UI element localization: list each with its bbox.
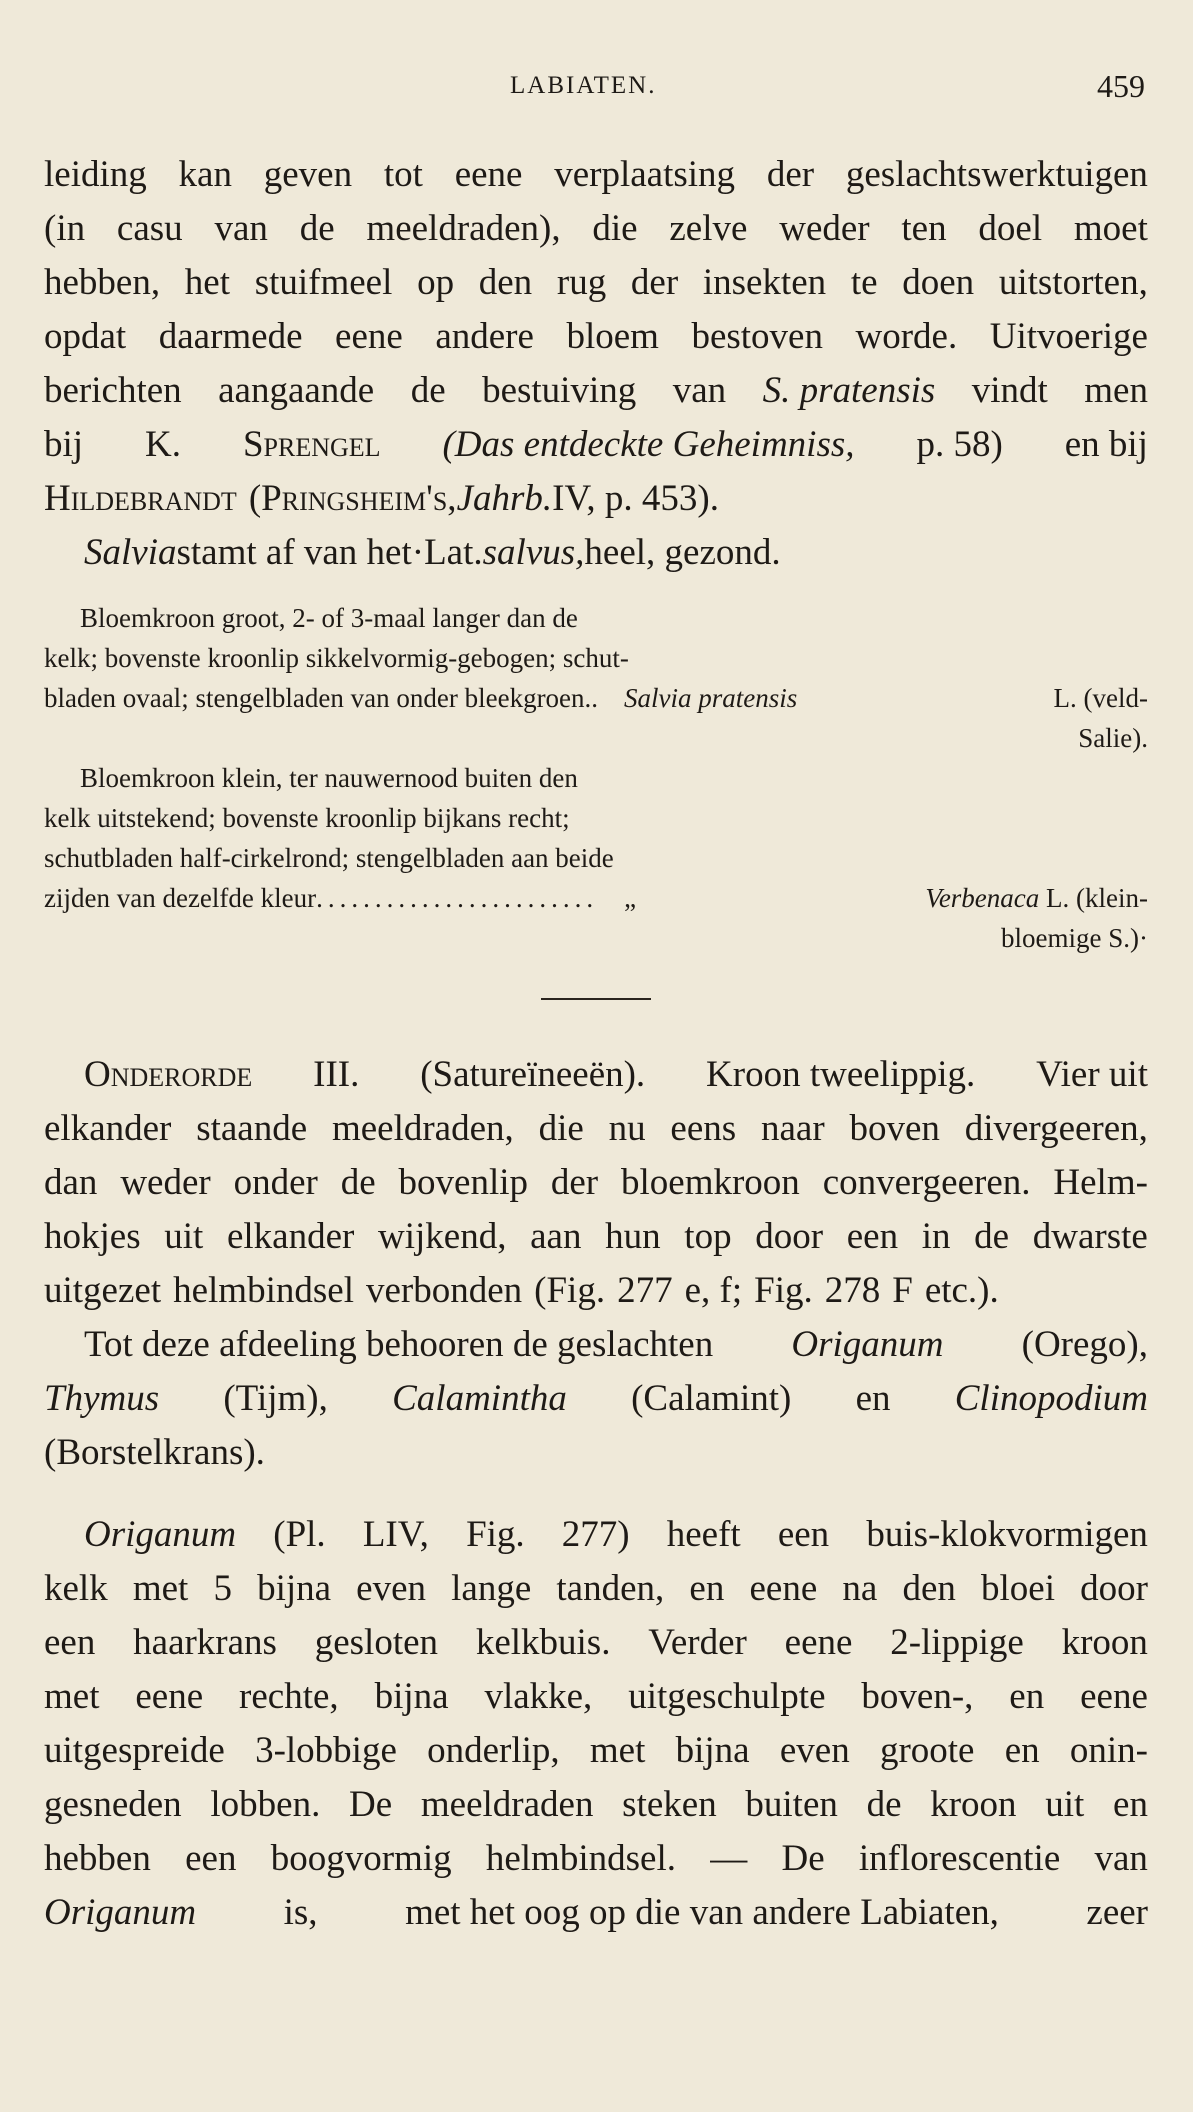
page-reference: p. 58) (916, 424, 1003, 465)
text-line (44, 1562, 1148, 1616)
word: bovenlip (398, 1162, 528, 1203)
word: (in (44, 208, 86, 249)
text-line (44, 1724, 1148, 1778)
key-line (44, 718, 1148, 758)
word: buis-klokvormigen (866, 1514, 1148, 1555)
word: bijna (675, 1730, 750, 1771)
word: even (356, 1568, 427, 1609)
word: der (550, 1162, 599, 1203)
word: eene (784, 1622, 853, 1663)
word: hebben (44, 1838, 151, 1879)
word: F (892, 1270, 913, 1311)
word: te (850, 262, 878, 303)
word: leiding (44, 154, 147, 195)
text-line (44, 256, 1148, 310)
common-name: (Calamint) (631, 1378, 792, 1419)
word: helmbindsel. (485, 1838, 676, 1879)
text-line (44, 472, 1148, 526)
word: weder (779, 208, 870, 249)
word: (Pl. (273, 1514, 326, 1555)
word: Fig. (754, 1270, 813, 1311)
word: die (592, 208, 638, 249)
word: bestoven (691, 316, 823, 357)
word: naar (760, 1108, 825, 1149)
word: boogvormig (270, 1838, 452, 1879)
word: e, f; (684, 1270, 743, 1311)
word: — (710, 1838, 748, 1879)
word: opdat (44, 316, 127, 357)
text: met het oog op die van andere Labiaten, (405, 1892, 999, 1933)
word: eene (335, 316, 403, 357)
word: en (1004, 1730, 1040, 1771)
word: en (689, 1568, 725, 1609)
word: moet (1073, 208, 1148, 249)
word: een (777, 1514, 830, 1555)
word: en (855, 1378, 891, 1419)
word: verbonden (365, 1270, 523, 1311)
word: in (921, 1216, 951, 1257)
word: uitgespreide (44, 1730, 225, 1771)
text-line (44, 1264, 1148, 1318)
word: meeldraden (420, 1784, 594, 1825)
word: en bij (1064, 424, 1148, 465)
word: van (672, 370, 727, 411)
word: hokjes (44, 1216, 141, 1257)
word: van (1094, 1838, 1148, 1879)
word: door (1080, 1568, 1148, 1609)
word: met (44, 1676, 100, 1717)
text-line (44, 1670, 1148, 1724)
genus-name: Clinopodium (954, 1378, 1148, 1419)
word: ten (901, 208, 947, 249)
word: dwarste (1032, 1216, 1148, 1257)
word: doen (902, 262, 975, 303)
word: uitgeschulpte (628, 1676, 826, 1717)
word: kroon (1061, 1622, 1148, 1663)
common-name: (Orego), (1021, 1324, 1148, 1365)
word: bijna (257, 1568, 332, 1609)
page-body (44, 148, 1148, 1940)
word: LIV, (362, 1514, 429, 1555)
word: Uitvoerige (989, 316, 1148, 357)
word: men (1084, 370, 1148, 411)
word: lange (451, 1568, 532, 1609)
genus-name: Calamintha (392, 1378, 567, 1419)
word: de (299, 208, 335, 249)
word: zeer (1086, 1892, 1148, 1933)
word: kelkbuis. (475, 1622, 611, 1663)
word: helmbindsel (173, 1270, 354, 1311)
word: nu (608, 1108, 646, 1149)
genus-name: Thymus (44, 1378, 160, 1419)
key-text: Bloemkroon groot, 2- of 3-maal langer dan de (80, 603, 578, 633)
word: bloei (981, 1568, 1055, 1609)
paragraph-genera (44, 1318, 1148, 1480)
key-line (44, 678, 1148, 718)
identification-key (44, 598, 1148, 958)
word: meeldraden, (331, 1108, 514, 1149)
word: stuifmeel (254, 262, 393, 303)
word: hebben, (44, 262, 161, 303)
word: divergeeren, (964, 1108, 1148, 1149)
word: een (44, 1622, 96, 1663)
word: aan (530, 1216, 582, 1257)
word: kelk (44, 1568, 108, 1609)
word: gesneden (44, 1784, 182, 1825)
word: kroon (930, 1784, 1017, 1825)
word: uitgezet (44, 1270, 162, 1311)
text-line (44, 1508, 1148, 1562)
common-name: (Borstelkrans). (44, 1432, 265, 1473)
authority: L. (klein- (1046, 883, 1148, 913)
word: bloem (566, 316, 659, 357)
genus-name: Origanum (44, 1892, 197, 1933)
text-line (44, 202, 1148, 256)
text-line (44, 1426, 1148, 1480)
word: boven (849, 1108, 940, 1149)
journal-title: Jahrb. (456, 478, 553, 519)
author-name: Hildebrandt (44, 478, 237, 519)
word: tot (383, 154, 423, 195)
genus-name: Origanum (84, 1514, 237, 1555)
word: De (781, 1838, 825, 1879)
text-line (44, 148, 1148, 202)
paragraph-origanum (44, 1508, 1148, 1940)
text: Vier uit (1036, 1054, 1148, 1095)
word: vlakke, (484, 1676, 593, 1717)
species-group (925, 878, 1148, 918)
word: 5 (213, 1568, 232, 1609)
text-line (44, 1886, 1148, 1940)
word: groote (879, 1730, 975, 1771)
section-divider (541, 998, 651, 1000)
key-text: schutbladen half-cirkelrond; stengelbladen aan beide (44, 843, 614, 873)
word: zelve (669, 208, 748, 249)
word: de (974, 1216, 1010, 1257)
author-name: Sprengel (242, 424, 381, 465)
word: bestuiving (482, 370, 637, 411)
text-line (44, 1778, 1148, 1832)
text-line (44, 1616, 1148, 1670)
word: wijkend, (378, 1216, 507, 1257)
word: inflorescentie (858, 1838, 1061, 1879)
paragraph-pollination (44, 148, 1148, 526)
text-line (44, 364, 1148, 418)
key-result (624, 678, 1148, 718)
word: tanden, (556, 1568, 665, 1609)
word: eene (454, 154, 523, 195)
word: geven (263, 154, 353, 195)
key-line (44, 638, 1148, 678)
word: door (755, 1216, 824, 1257)
key-text: zijden van dezelfde kleur (44, 883, 317, 913)
paragraph-suborder (44, 1048, 1148, 1318)
word: eene (749, 1568, 818, 1609)
key-text: kelk; bovenste kroonlip sikkelvormig-gebogen; schut- (44, 643, 629, 673)
page-number: 459 (1097, 68, 1145, 104)
word: kan (178, 154, 232, 195)
key-line (44, 798, 1148, 838)
word: convergeeren. (822, 1162, 1031, 1203)
word: den (478, 262, 533, 303)
word: Helm- (1053, 1162, 1148, 1203)
text-line (44, 1318, 1148, 1372)
text-line (44, 418, 1148, 472)
word: 3-lobbige (255, 1730, 397, 1771)
word: bij (44, 424, 84, 465)
word: weder (120, 1162, 211, 1203)
word: een (846, 1216, 899, 1257)
word: de (340, 1162, 376, 1203)
genus-name: Salvia (84, 532, 177, 573)
word: Fig. (466, 1514, 525, 1555)
word: is, (283, 1892, 318, 1933)
word: bloemkroon (621, 1162, 800, 1203)
word: steken (622, 1784, 717, 1825)
word: op (417, 262, 455, 303)
word: hun (605, 1216, 661, 1257)
word: der (766, 154, 815, 195)
word: der (630, 262, 679, 303)
word: met (589, 1730, 646, 1771)
word: meeldraden), (366, 208, 561, 249)
word: geslachtswerktuigen (845, 154, 1148, 195)
word: andere (435, 316, 534, 357)
word: K. (145, 424, 181, 465)
word: 277) (561, 1514, 630, 1555)
genus-name: Origanum (791, 1324, 944, 1365)
text: stamt af van het·Lat. (176, 532, 483, 573)
text-line (44, 1210, 1148, 1264)
word: boven-, (861, 1676, 974, 1717)
word: eene (135, 1676, 204, 1717)
word: insekten (702, 262, 827, 303)
word: uitstorten, (998, 262, 1148, 303)
key-text: kelk uitstekend; bovenste kroonlip bijkans recht; (44, 803, 570, 833)
text-line (44, 1832, 1148, 1886)
latin-word: salvus, (482, 532, 585, 573)
text: Kroon tweelippig. (706, 1054, 976, 1095)
word: die (538, 1108, 584, 1149)
word: den (902, 1568, 956, 1609)
leader-dots: ........................ (316, 883, 599, 913)
word: elkander (226, 1216, 355, 1257)
word: onderlip, (427, 1730, 560, 1771)
word: etc.). (924, 1270, 999, 1311)
key-result (624, 878, 1148, 918)
word: worde. (855, 316, 958, 357)
word: onin- (1069, 1730, 1148, 1771)
species-name: Salvia pratensis (624, 683, 798, 713)
word: haarkrans (133, 1622, 277, 1663)
word: doel (978, 208, 1043, 249)
word: en (1009, 1676, 1045, 1717)
common-name: Salie). (1078, 723, 1148, 753)
key-line (44, 758, 1148, 798)
text-line (44, 310, 1148, 364)
page-reference: IV, p. 453). (552, 478, 719, 519)
word: elkander (44, 1108, 172, 1149)
word: top (684, 1216, 732, 1257)
word: onder (233, 1162, 318, 1203)
word: (Fig. (534, 1270, 606, 1311)
word: heeft (666, 1514, 741, 1555)
word: 2-lippige (890, 1622, 1024, 1663)
word: 277 (617, 1270, 673, 1311)
text-line (44, 1102, 1148, 1156)
page-header (0, 68, 1193, 116)
key-text-group (44, 878, 598, 918)
running-head: LABIATEN. (510, 72, 657, 99)
paragraph-etymology (44, 526, 1148, 580)
species-name: S. pratensis (762, 370, 936, 411)
key-line (44, 598, 1148, 638)
author-name: (Pringsheim's, (248, 478, 457, 519)
text: heel, gezond. (584, 532, 781, 573)
key-text: bladen ovaal; stengelbladen van onder bleekgroen.. (44, 683, 599, 713)
common-name: bloemige S.)· (1001, 923, 1148, 953)
text: Tot deze afdeeling behooren de geslachten (84, 1324, 714, 1365)
common-name: (Tijm), (223, 1378, 328, 1419)
word: met (132, 1568, 189, 1609)
word: gesloten (314, 1622, 439, 1663)
word: De (349, 1784, 393, 1825)
word: uit (164, 1216, 204, 1257)
word: lobben. (210, 1784, 321, 1825)
word: een (185, 1838, 237, 1879)
word: dan (44, 1162, 98, 1203)
key-line (44, 838, 1148, 878)
word: buiten (745, 1784, 838, 1825)
authority: L. (veld- (1053, 683, 1148, 713)
word: en (1113, 1784, 1148, 1825)
word: aangaande (218, 370, 375, 411)
text-line (44, 1372, 1148, 1426)
word: de (866, 1784, 902, 1825)
word: van (214, 208, 268, 249)
word: rechte, (239, 1676, 339, 1717)
word: casu (116, 208, 183, 249)
key-line (44, 878, 1148, 918)
word: 278 (824, 1270, 881, 1311)
word: uit (1045, 1784, 1085, 1825)
word: even (779, 1730, 850, 1771)
word: daarmede (158, 316, 303, 357)
word: eens (670, 1108, 737, 1149)
suborder-name: (Satureïneeën). (420, 1054, 646, 1095)
word: staande (196, 1108, 308, 1149)
word: vindt (971, 370, 1048, 411)
roman-numeral: III. (313, 1054, 360, 1095)
text-line (44, 1048, 1148, 1102)
word: de (410, 370, 446, 411)
text-line (44, 1156, 1148, 1210)
word: het (184, 262, 230, 303)
book-title: (Das entdeckte Geheimniss, (442, 424, 855, 465)
word: bijna (374, 1676, 449, 1717)
key-line (44, 918, 1148, 958)
ditto-mark: „ (624, 883, 637, 913)
word: berichten (44, 370, 182, 411)
word: eene (1080, 1676, 1148, 1717)
key-text: Bloemkroon klein, ter nauwernood buiten den (80, 763, 578, 793)
word: Verder (648, 1622, 747, 1663)
suborder-label: Onderorde (84, 1054, 253, 1095)
word: verplaatsing (554, 154, 736, 195)
word: na (842, 1568, 878, 1609)
word: rug (556, 262, 607, 303)
species-name: Verbenaca (925, 883, 1040, 913)
